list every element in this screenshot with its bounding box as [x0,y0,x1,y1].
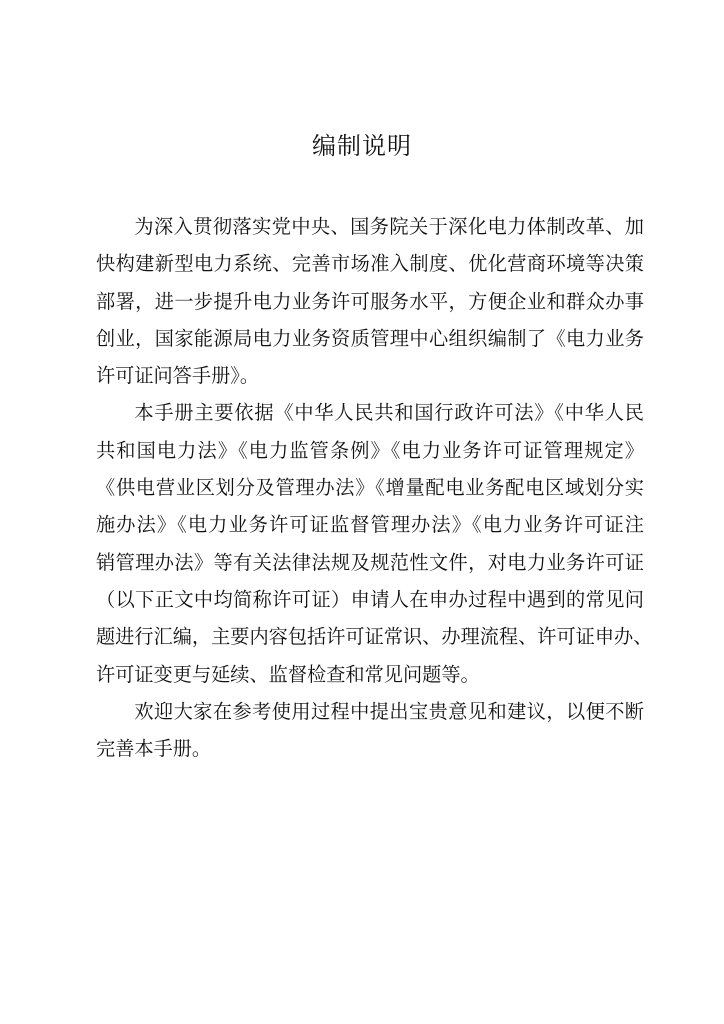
text-line: 许可证问答手册》。 [96,364,260,388]
text-line: 许可证变更与延续、监督检查和常见问题等。 [96,662,480,686]
text-line: 部署，进一步提升电力业务许可服务水平，方便企业和群众办事 [96,289,644,313]
text-line: 本手册主要依据《中华人民共和国行政许可法》《中华人民 [134,401,644,425]
text-line: 完善本手册。 [96,737,212,761]
document-body [96,208,653,767]
text-line: 快构建新型电力系统、完善市场准入制度、优化营商环境等决策 [96,252,644,276]
text-line: 施办法》《电力业务许可证监督管理办法》《电力业务许可证注 [96,513,644,537]
text-line: （以下正文中均简称许可证）申请人在申办过程中遇到的常见问 [96,587,644,611]
text-line: 欢迎大家在参考使用过程中提出宝贵意见和建议，以便不断 [134,699,644,723]
text-line: 《供电营业区划分及管理办法》《增量配电业务配电区域划分实 [96,476,644,500]
paragraph-intro [96,208,644,394]
paragraph-basis [96,394,653,692]
paragraph-feedback [96,693,644,768]
text-line: 为深入贯彻落实党中央、国务院关于深化电力体制改革、加 [134,215,644,238]
text-line: 创业，国家能源局电力业务资质管理中心组织编制了《电力业务 [96,326,644,350]
text-line: 销管理办法》等有关法律法规及规范性文件，对电力业务许可证 [96,550,644,574]
text-line: 共和国电力法》《电力监管条例》《电力业务许可证管理规定》 [96,438,644,462]
text-line: 题进行汇编，主要内容包括许可证常识、办理流程、许可证申办、 [96,625,653,649]
page-title: 编制说明 [312,132,412,160]
